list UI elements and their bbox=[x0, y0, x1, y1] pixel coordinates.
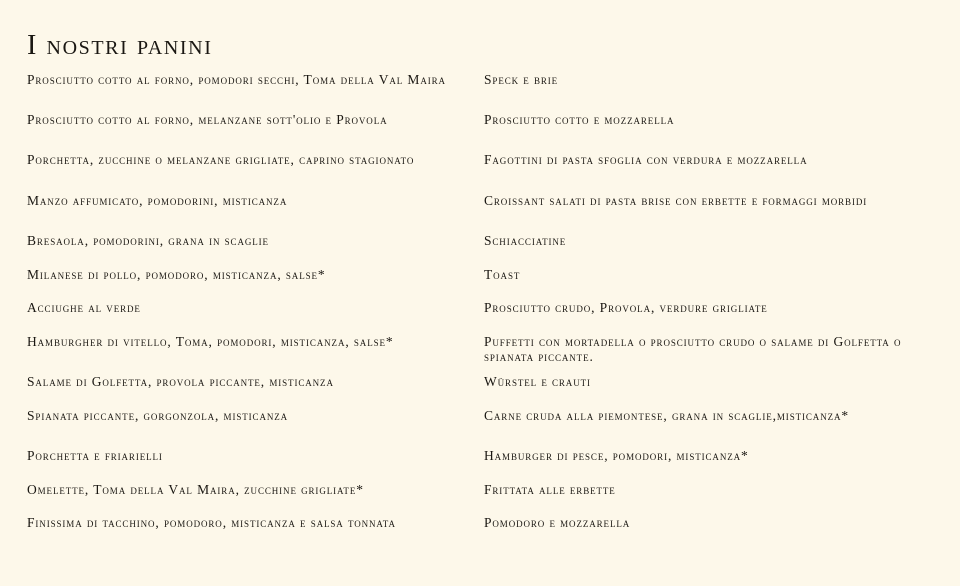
left-menu-item: Manzo affumicato, pomodorini, misticanza bbox=[27, 192, 288, 208]
left-menu-item: Prosciutto cotto al forno, pomodori secchi, Toma della Val Maira bbox=[27, 72, 446, 87]
right-menu-item: Carne cruda alla piemontese, grana in scaglie,misticanza* bbox=[484, 407, 850, 423]
left-menu-item: Finissima di tacchino, pomodoro, misticanza e salsa tonnata bbox=[27, 515, 396, 530]
right-menu-item: Toast bbox=[484, 266, 521, 282]
menu-title: I nostri panini bbox=[27, 30, 213, 61]
left-menu-item: Porchetta e friarielli bbox=[27, 448, 163, 463]
left-menu-item: Bresaola, pomodorini, grana in scaglie bbox=[27, 233, 269, 248]
right-menu-item: Fagottini di pasta sfoglia con verdura e mozzarella bbox=[484, 152, 808, 167]
left-menu-item: Salame di Golfetta, provola piccante, misticanza bbox=[27, 374, 334, 389]
left-menu-item: Spianata piccante, gorgonzola, misticanza bbox=[27, 407, 289, 423]
right-menu-item: Schiacciatine bbox=[484, 233, 567, 248]
left-menu-item: Hamburgher di vitello, Toma, pomodori, misticanza, salse* bbox=[27, 333, 394, 349]
left-menu-item: Acciughe al verde bbox=[27, 300, 141, 315]
left-menu-item: Porchetta, zucchine o melanzane grigliate, caprino stagionato bbox=[27, 152, 415, 167]
right-menu-item: Würstel e crauti bbox=[484, 374, 591, 389]
right-menu-item: Speck e brie bbox=[484, 72, 559, 87]
menu-page bbox=[27, 30, 937, 549]
right-menu-item: Prosciutto crudo, Provola, verdure grigliate bbox=[484, 300, 768, 315]
right-menu-item: Hamburger di pesce, pomodori, misticanza* bbox=[484, 448, 749, 463]
left-menu-item: Omelette, Toma della Val Maira, zucchine grigliate* bbox=[27, 481, 364, 497]
right-menu-item: Croissant salati di pasta brise con erbette e formaggi morbidi bbox=[484, 192, 868, 208]
left-menu-item: Milanese di pollo, pomodoro, misticanza, salse* bbox=[27, 266, 326, 282]
right-menu-item: Frittata alle erbette bbox=[484, 481, 616, 497]
right-menu-item: Prosciutto cotto e mozzarella bbox=[484, 112, 675, 127]
right-menu-item: Pomodoro e mozzarella bbox=[484, 515, 631, 530]
left-menu-item: Prosciutto cotto al forno, melanzane sott'olio e Provola bbox=[27, 112, 388, 127]
panini-list bbox=[27, 72, 937, 549]
right-menu-item: Puffetti con mortadella o prosciutto crudo o salame di Golfetta o spianata piccante. bbox=[484, 333, 902, 364]
